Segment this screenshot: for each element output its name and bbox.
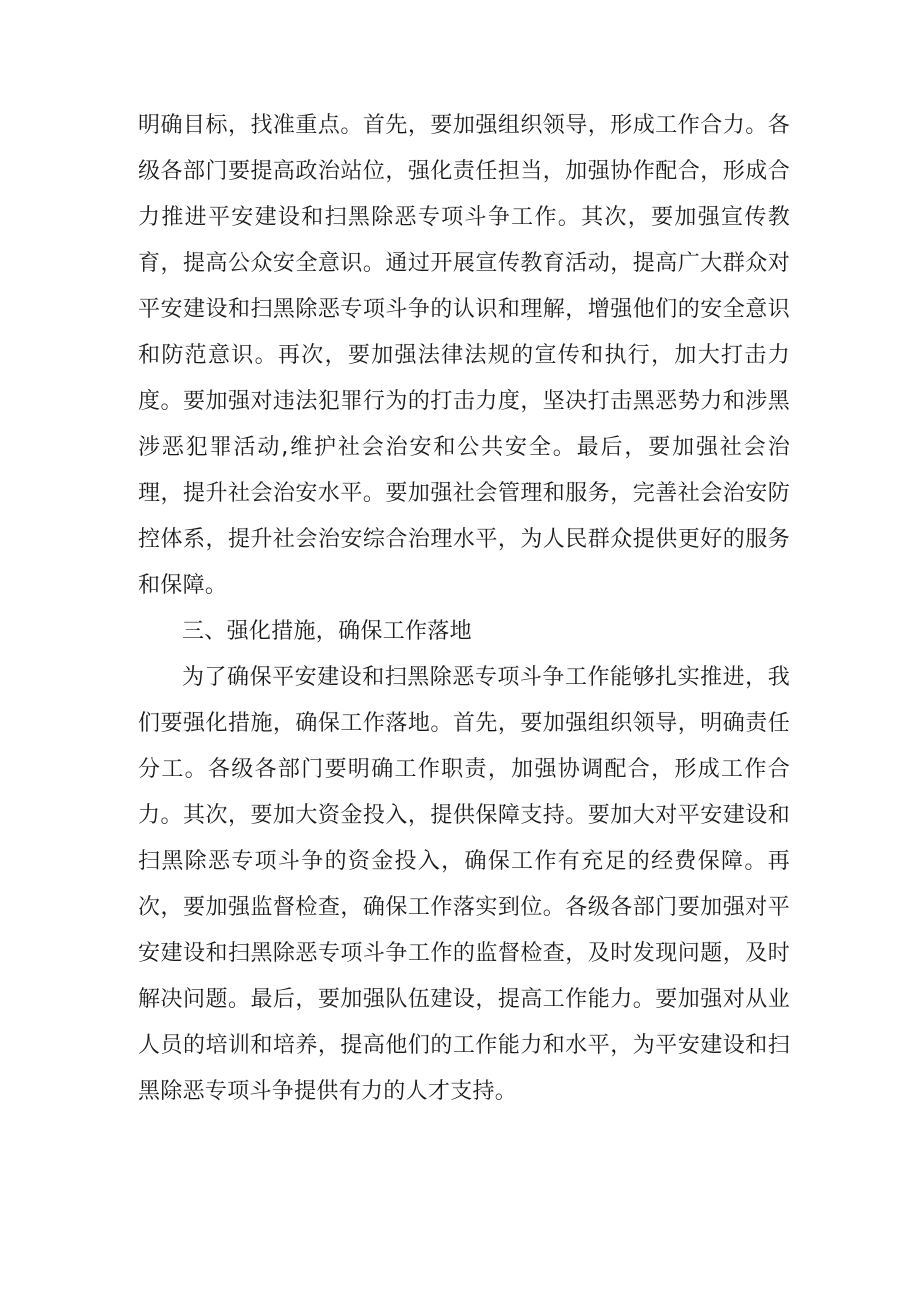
section-heading: 三、强化措施，确保工作落地 — [182, 619, 472, 644]
document-page — [138, 103, 790, 1115]
body-paragraph-2: 为了确保平安建设和扫黑除恶专项斗争工作能够扎实推进，我们要强化措施，确保工作落地。首先，要加强组织领导，明确责任分工。各级各部门要明确工作职责，加强协调配合，形成工作合力。其次，要加大资金投入，提供保障支持。要加大对平安建设和扫黑除恶专项斗争的资金投入，确保工作有充足的经费保障。再次，要加强监督检查，确保工作落实到位。各级各部门要加强对平安建设和扫黑除恶专项斗争工作的监督检查，及时发现问题，及时解决问题。最后，要加强队伍建设，提高工作能力。要加强对从业人员的培训和培养，提高他们的工作能力和水平，为平安建设和扫黑除恶专项斗争提供有力的人才支持。 — [138, 665, 790, 1104]
body-paragraph-1: 明确目标，找准重点。首先，要加强组织领导，形成工作合力。各级各部门要提高政治站位，强化责任担当，加强协作配合，形成合力推进平安建设和扫黑除恶专项斗争工作。其次，要加强宣传教育，提高公众安全意识。通过开展宣传教育活动，提高广大群众对平安建设和扫黑除恶专项斗争的认识和理解，增强他们的安全意识和防范意识。再次，要加强法律法规的宣传和执行，加大打击力度。要加强对违法犯罪行为的打击力度，坚决打击黑恶势力和涉黑涉恶犯罪活动,维护社会治安和公共安全。最后，要加强社会治理，提升社会治安水平。要加强社会管理和服务，完善社会治安防控体系，提升社会治安综合治理水平，为人民群众提供更好的服务和保障。 — [138, 113, 790, 598]
